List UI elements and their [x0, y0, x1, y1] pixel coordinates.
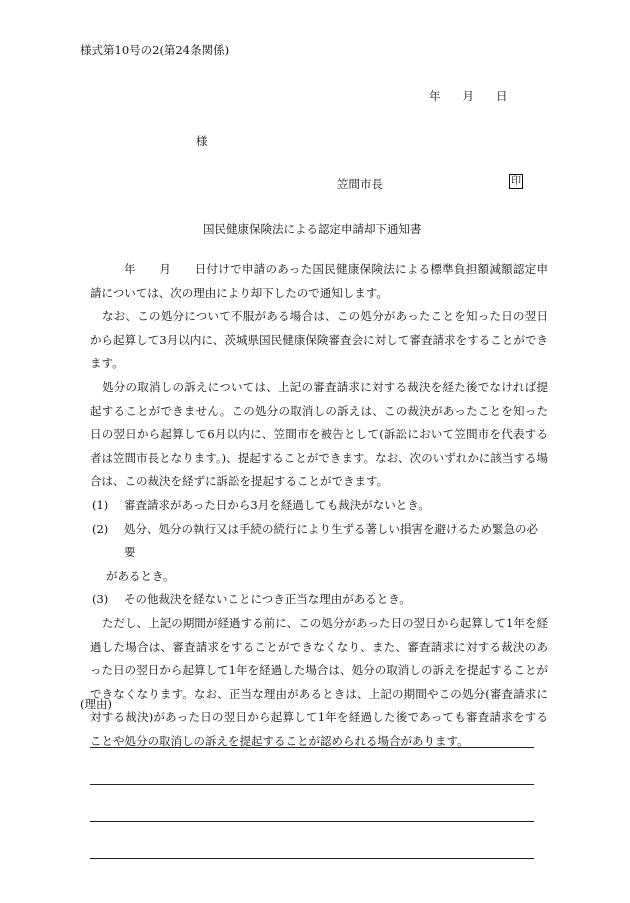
deadline-paragraph: ただし、上記の期間が経過する前に、この処分があった日の翌日から起算して1年を経過した場合は、審査請求をすることができなくなり、また、審査請求に対する裁決のあった日の翌日から起算して1年を経過した場合は、処分の取消しの訴えを提起することができなくなります。なお、正当な理由があるときは、上記の期間やこの処分(審査請求に対する裁決)があった日の翌日から起算して1年を経過した後であっても審査請求をすることや処分の取消しの訴えを提起することが認められる場合があります。	[90, 615, 548, 748]
exception-item	[90, 588, 548, 612]
reason-blank-line	[90, 821, 534, 822]
exception-number: (2)	[92, 521, 109, 536]
addressee-honorific: 様	[196, 134, 208, 148]
exception-text: 審査請求があった日から3月を経過しても裁決がないとき。	[124, 497, 430, 512]
reason-blank-line	[90, 747, 534, 748]
form-number: 様式第10号の2(第24条関係)	[80, 43, 230, 57]
intro-paragraph: 年 月 日付けで申請のあった国民健康保険法による標準負担額減額認定申請については、次の理由により却下したので通知します。	[90, 262, 548, 300]
exception-item	[90, 518, 548, 565]
review-request-paragraph: なお、この処分について不服がある場合は、この処分があったことを知った日の翌日から起算して3月以内に、茨城県国民健康保険審査会に対して審査請求をすることができます。	[90, 309, 548, 371]
reason-blank-line	[90, 784, 534, 785]
exception-text: 処分、処分の執行又は手続の続行により生ずる著しい損害を避けるため緊急の必要	[124, 521, 538, 560]
date-year-label: 年	[429, 89, 441, 103]
reason-label: (理由)	[80, 697, 112, 711]
document-title: 国民健康保険法による認定申請却下通知書	[203, 222, 422, 236]
seal-stamp-box: 印	[511, 176, 521, 187]
exception-text-continued: があるとき。	[106, 568, 175, 583]
date-month-label: 月	[462, 89, 474, 103]
date-line	[429, 88, 508, 104]
exception-number: (1)	[92, 497, 109, 512]
issuer-name: 笠間市長	[337, 177, 383, 191]
date-day-label: 日	[496, 89, 508, 103]
exception-number: (3)	[92, 592, 109, 607]
reason-blank-line	[90, 858, 534, 859]
exception-text: その他裁決を経ないことにつき正当な理由があるとき。	[124, 592, 411, 607]
exception-item	[90, 494, 548, 518]
revocation-suit-paragraph: 処分の取消しの訴えについては、上記の審査請求に対する裁決を経た後でなければ提起することができません。この処分の取消しの訴えは、この裁決があったことを知った日の翌日から起算して6月以内に、笠間市を被告として(訴訟において笠間市を代表する者は笠間市長となります。)、提起することができます。なお、次のいずれかに該当する場合は、この裁決を経ずに訴訟を提起することができます。	[90, 379, 548, 489]
notice-body	[90, 258, 548, 753]
